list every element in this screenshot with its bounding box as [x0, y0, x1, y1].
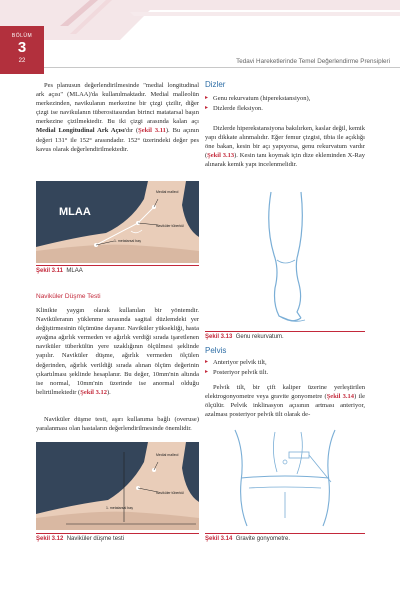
chapter-tab	[0, 26, 44, 74]
navikular-label: Naviküler tüberkül	[156, 224, 185, 228]
figure-3-12-caption: Şekil 3.12 Naviküler düşme testi	[36, 536, 125, 542]
figure-3-14-caption: Şekil 3.14 Gravite gonyometre.	[205, 536, 291, 542]
list-item: ▸ Dizlerde fleksiyon.	[205, 104, 263, 112]
figure-reference[interactable]: Şekil 3.13	[207, 152, 235, 160]
figure-reference[interactable]: Şekil 3.12	[80, 388, 107, 396]
navicular-paragraph: Klinikte yaygın olarak kullanılan bir yöntemdir. Naviküleranın yüklenme sırasında sagital düzlemdeki yer değiştirmesinin ölçümüne dayanır. Naviküler yüksekliği, hasta ayağına ağırlık vermeden ve ağırlık verdiği sırada işaretlenen naviküler tüberkülün yere uzaklığının ölçülmesi şeklinde yapılır. Naviküler düşme, ağırlık vermeden ölçülen değerinden, ağırlık verildiği sırada alınan ölçüm değerinin çıkartılması şeklinde hesaplanır. Bu değer, 10mm'nin altında ise normal, 10mm'nin üzerinde ise anormal olduğu belirtilmektedir (Şekil 3.12).	[36, 307, 199, 396]
caption-rule	[205, 533, 365, 534]
dizler-list	[205, 94, 365, 113]
navicular-paragraph-2: Naviküler düşme testi, aşırı kullanıma bağlı (overuse) yaralanması olan hastaların değerlendirilmesinde önemlidir.	[36, 416, 199, 433]
list-item: ▸ Posteriyor pelvik tilt.	[205, 368, 269, 376]
dizler-heading: Dizler	[205, 80, 226, 89]
malleol-label: Medial malleol	[156, 453, 179, 457]
chapter-number: 3	[17, 39, 27, 56]
pelvis-paragraph: Pelvik tilt, bir çift kaliper üzerine yerleştirilen elektrogonyometre veya gravite gonyometre (Şekil 3.14) ile ölçülür. Pelvik inklinasyon açısının artması anteriyor, azalması posteriyor pelvik tilt olarak de-	[205, 384, 365, 419]
list-item: ▸ Anteriyor pelvik tilt,	[205, 359, 267, 366]
caption-rule	[205, 331, 365, 332]
malleol-label: Medial malleol	[156, 190, 179, 194]
mlaa-label: MLAA	[59, 206, 91, 218]
list-item: ▸ Genu rekurvatum (hiperekstansiyon),	[205, 95, 311, 102]
figure-3-13-image	[205, 188, 365, 328]
caption-rule	[36, 533, 199, 534]
metatarsal-label: 1. metatarsal baş	[114, 239, 141, 243]
mlaa-paragraph: Pes planusun değerlendirilmesinde "medial longitudinal ark açısı" (MLAA)'da kullanılmaktadır. Medial malleolün merkezinden, navikulanın merkezine bir çizgi çizilir, diğer çizgi ise navikulanın tüberositasından birinci matatarsal başın merkezine çizilmektedir. Bu iki çizgi arasında kalan açı Medial Longitudinal Ark Açısı'dır (Şekil 3.11). Bu açının değeri 131° ile 152° arasındadır. 152° üzerindeki değer pes kavus olarak değerlendirilmektedir.	[36, 82, 199, 153]
header-rule	[44, 67, 400, 68]
metatarsal-label: 1. metatarsal baş	[106, 506, 133, 510]
figure-3-13-caption: Şekil 3.13 Genu rekurvatum.	[205, 334, 284, 340]
figure-3-11-caption: Şekil 3.11 MLAA	[36, 268, 83, 274]
figure-reference[interactable]: Şekil 3.11	[138, 127, 166, 135]
chapter-label: BÖLÜM	[11, 33, 33, 39]
caption-rule	[36, 265, 199, 266]
navikular-label: Naviküler tüberkül	[156, 491, 185, 495]
running-title: Tedavi Hareketlerinde Temel Değerlendirme Prensipleri	[236, 58, 390, 65]
dizler-paragraph: Dizlerde hiperekstansiyona bakılırken, kaslar değil, kemik yapı dikkate alınmalıdır. Eğer femur çizgisi, tibia ile açıklığı öne bakan, kesin bir açı yapıyorsa, genu rekurvatum vardır (Şekil 3.13). Kesin tanı koymak için dize ekleminden X-Ray alınarak kemik yapı incelenmelidir.	[205, 125, 365, 169]
pelvis-heading: Pelvis	[205, 346, 227, 355]
page-number: 22	[18, 58, 26, 64]
pelvis-list	[205, 358, 365, 377]
figure-3-14-image	[205, 422, 365, 530]
figure-reference[interactable]: Şekil 3.14	[326, 393, 355, 401]
figure-3-11-image	[36, 181, 199, 263]
figure-3-12-image	[36, 442, 199, 530]
navicular-test-heading: Naviküler Düşme Testi	[36, 293, 101, 300]
